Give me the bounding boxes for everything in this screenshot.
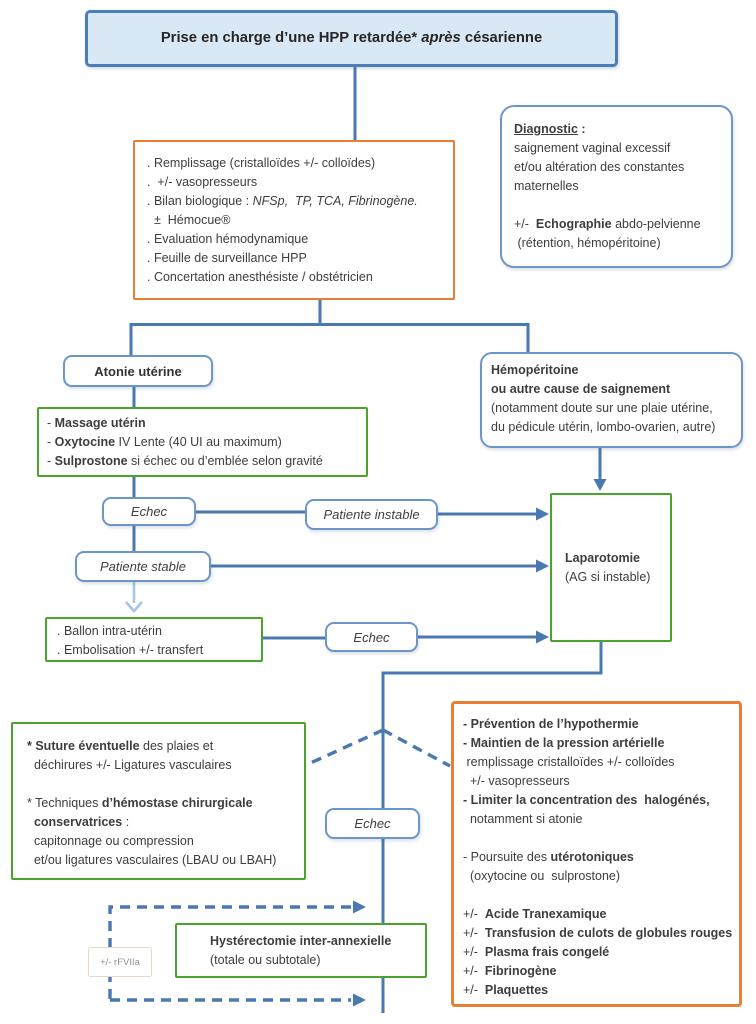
arrow-right-icon <box>536 508 549 521</box>
hysterectomie-node: Hystérectomie inter-annexielle (totale ou subtotale) <box>175 923 427 978</box>
echec-node-3: Echec <box>325 808 420 839</box>
atonie-uterine-node: Atonie utérine <box>63 355 213 387</box>
laparotomie-node: Laparotomie (AG si instable) <box>550 493 672 642</box>
chevron-down-icon <box>126 602 142 611</box>
arrow-right-icon <box>353 994 366 1007</box>
patiente-instable-node: Patiente instable <box>305 499 438 530</box>
reanimation-node: - Prévention de l’hypothermie - Maintien de la pression artérielle remplissage cristalloïdes +/- colloïdes +/- vasopresseurs - Limiter la concentration des halogénés, notamment si atonie - Poursuite des utérotoniques (oxytocine ou sulprostone) +/- Acide Tranexamique +/- Transfusion de culots de globules rouges +/- Plasma frais congelé +/- Fibrinogène +/- Plaquettes <box>451 701 742 1007</box>
arrow-down-icon <box>594 479 607 491</box>
echec-node-2: Echec <box>325 622 418 652</box>
rfviia-node: +/- rFVIIa <box>88 947 152 977</box>
initial-management-node: . Remplissage (cristalloïdes +/- colloïdes) . +/- vasopresseurs . Bilan biologique : NFSp, TP, TCA, Fibrinogène. ± Hémocue® . Evaluation hémodynamique . Feuille de surveillance HPP . Concertation anesthésiste / obstétricien <box>133 140 455 300</box>
stable-to-ballon-connector <box>126 581 142 611</box>
arrow-right-icon <box>536 560 549 573</box>
diagnostic-node: Diagnostic : saignement vaginal excessif et/ou altération des constantes maternelles +/- Echographie abdo-pelvienne (rétention, hémopéritoine) <box>500 105 733 268</box>
echec-node-1: Echec <box>102 497 196 526</box>
uterotonics-node: - Massage utérin - Oxytocine IV Lente (40 UI au maximum) - Sulprostone si échec ou d’emblée selon gravité <box>37 407 368 477</box>
ballon-embolisation-node: . Ballon intra-utérin . Embolisation +/- transfert <box>45 617 263 662</box>
arrow-right-icon <box>536 631 549 644</box>
hemoperitoine-node: Hémopéritoine ou autre cause de saignement (notamment doute sur une plaie utérine, du pédicule utérin, lombo-ovarien, autre) <box>480 352 743 448</box>
arrow-right-icon <box>353 901 366 914</box>
patiente-stable-node: Patiente stable <box>75 551 211 582</box>
suture-techniques-node: * Suture éventuelle des plaies et déchirures +/- Ligatures vasculaires * Techniques d’hémostase chirurgicale conservatrices : capitonnage ou compression et/ou ligatures vasculaires (LBAU ou LBAH) <box>11 722 306 880</box>
title-node: Prise en charge d’une HPP retardée* après césarienne <box>85 10 618 67</box>
